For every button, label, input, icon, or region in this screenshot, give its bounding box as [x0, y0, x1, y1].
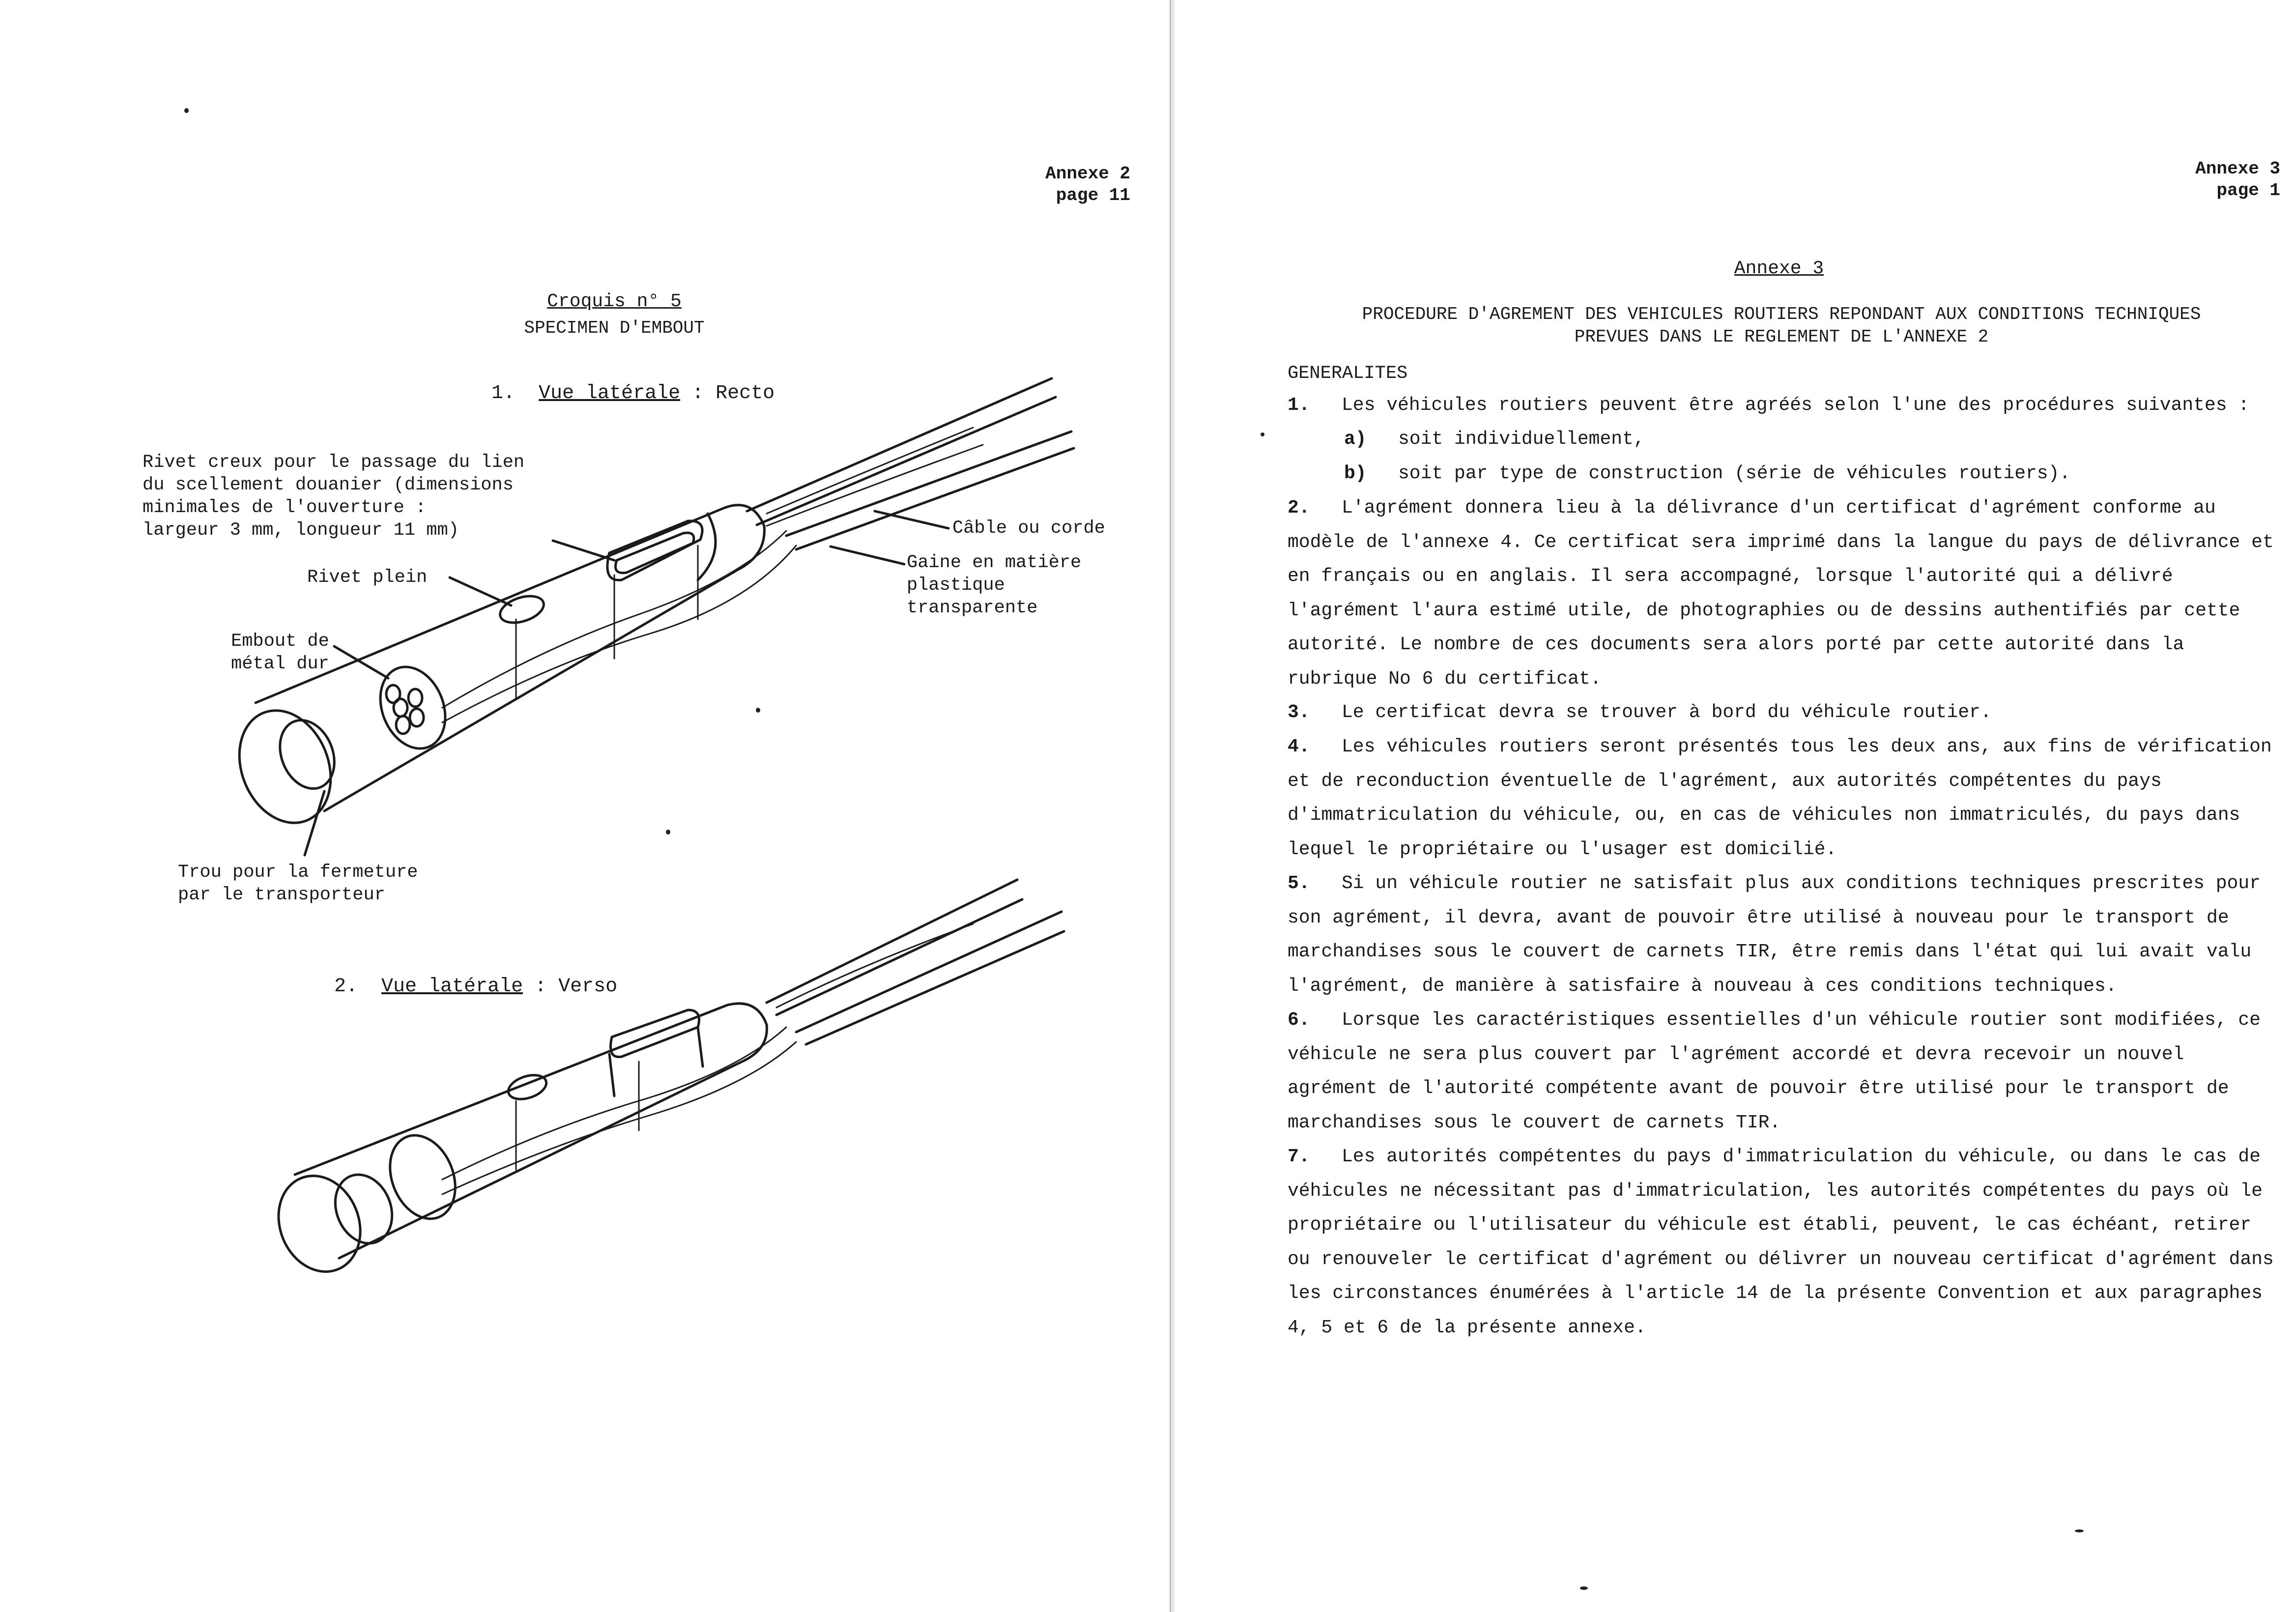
- procedure-line1: PROCEDURE D'AGREMENT DES VEHICULES ROUTIERS REPONDANT AUX CONDITIONS TECHNIQUES: [1362, 304, 2201, 324]
- subitem-letter: b): [1344, 463, 1367, 484]
- scan-speck: [2075, 1529, 2084, 1532]
- callout-line: métal dur: [231, 654, 329, 674]
- item-3: [1288, 695, 2275, 730]
- item-text: Si un véhicule routier ne satisfait plus aux conditions techniques prescrites pour son agrément, il devra, avant de pouvoir être utilisé à nouveau pour le transport de marchandises sous le couvert de carnets TIR, être remis dans l'état qui lui avait valu l'agrément, de manière à satisfaire à nouveau à ces conditions techniques.: [1288, 873, 2261, 997]
- view2-label: Vue latérale: [381, 976, 523, 998]
- subitem-a: [1344, 422, 1645, 456]
- callout-line: largeur 3 mm, longueur 11 mm): [143, 520, 459, 541]
- scan-speck: [756, 708, 760, 713]
- drawing-verso: [0, 0, 1170, 1327]
- callout-line: Gaine en matière: [907, 552, 1082, 573]
- view1-number: 1.: [491, 382, 516, 404]
- item-text: Les véhicules routiers seront présentés tous les deux ans, aux fins de vérification et de reconduction éventuelle de l'agrément, aux autorités compétentes du pays d'immatriculation du véhicule, ou, en cas de véhicules non immatriculés, du pays dans lequel le propriétaire ou l'usager est domicilié.: [1288, 736, 2272, 860]
- sketch-subtitle: SPECIMEN D'EMBOUT: [524, 318, 705, 338]
- sketch-title: Croquis n° 5: [547, 291, 682, 312]
- scan-speck: [1261, 432, 1264, 436]
- callout-line: du scellement douanier (dimensions: [143, 475, 514, 495]
- subitem-b: [1344, 457, 2070, 490]
- scan-speck: [184, 108, 189, 113]
- item-text: Les autorités compétentes du pays d'immatriculation du véhicule, ou dans le cas de véhicules ne nécessitant pas d'immatriculation, les autorités compétentes du pays où le propriétaire ou l'utilisateur du véhicule est établi, peuvent, le cas échéant, retirer ou renouveler le certificat d'agrément ou délivrer un nouveau certificat d'agrément dans les circonstances énumérées à l'article 14 de la présente Convention et aux paragraphes 4, 5 et 6 de la présente annexe.: [1288, 1146, 2274, 1338]
- item-text: Les véhicules routiers peuvent être agréés selon l'une des procédures suivantes :: [1342, 395, 2250, 416]
- item-number: 7.: [1288, 1146, 1310, 1167]
- callout-cable: Câble ou corde: [952, 518, 1105, 539]
- item-number: 3.: [1288, 702, 1310, 723]
- view2-suffix: : Verso: [535, 976, 618, 998]
- scan-speck: [1580, 1586, 1588, 1590]
- section-heading: GENERALITES: [1288, 363, 1408, 384]
- annex-title: Annexe 3: [1734, 258, 1824, 279]
- item-2: [1288, 491, 2275, 696]
- callout-line: par le transporteur: [178, 885, 385, 905]
- item-7: [1288, 1140, 2275, 1345]
- callout-line: Embout de: [231, 631, 329, 652]
- item-number: 5.: [1288, 873, 1310, 894]
- view1-label: Vue latérale: [539, 382, 681, 404]
- subitem-text: soit par type de construction (série de véhicules routiers).: [1398, 463, 2071, 484]
- procedure-line2: PREVUES DANS LE REGLEMENT DE L'ANNEXE 2: [1574, 327, 1989, 347]
- item-number: 1.: [1288, 395, 1310, 416]
- page-number: page 1: [2216, 180, 2280, 201]
- subitem-letter: a): [1344, 429, 1367, 450]
- callout-line: Rivet creux pour le passage du lien: [143, 452, 525, 473]
- callout-line: transparente: [907, 598, 1038, 618]
- item-5: [1288, 866, 2275, 1003]
- item-text: L'agrément donnera lieu à la délivrance d'un certificat d'agrément conforme au modèle de l'annexe 4. Ce certificat sera imprimé dans la langue du pays de délivrance et en français ou en anglais. Il sera accompagné, lorsque l'autorité qui a délivré l'agrément l'aura estimé utile, de photographies ou de dessins authentifiés par cette autorité. Le nombre de ces documents sera alors porté par cette autorité dans la rubrique No 6 du certificat.: [1288, 497, 2274, 690]
- item-number: 6.: [1288, 1009, 1310, 1031]
- callout-line: Trou pour la fermeture: [178, 862, 418, 883]
- item-1: [1288, 388, 2275, 423]
- annex-label: Annexe 2: [1045, 164, 1130, 184]
- item-text: Lorsque les caractéristiques essentielles d'un véhicule routier sont modifiées, ce véhicule ne sera plus couvert par l'agrément accordé et devra recevoir un nouvel agrément de l'autorité compétente avant de pouvoir être utilisé pour le transport de marchandises sous le couvert de carnets TIR.: [1288, 1009, 2261, 1133]
- item-number: 2.: [1288, 497, 1310, 518]
- callout-rivet-plein: Rivet plein: [307, 567, 428, 588]
- view1-suffix: : Recto: [692, 382, 775, 404]
- callout-line: plastique: [907, 575, 1005, 596]
- procedure-heading: [1288, 303, 2275, 348]
- callout-line: minimales de l'ouverture :: [143, 497, 427, 518]
- subitem-text: soit individuellement,: [1398, 429, 1645, 450]
- item-text: Le certificat devra se trouver à bord du véhicule routier.: [1342, 702, 1992, 723]
- page-number: page 11: [1056, 185, 1130, 205]
- item-number: 4.: [1288, 736, 1310, 757]
- view2-number: 2.: [334, 976, 358, 998]
- annex-label: Annexe 3: [2195, 159, 2280, 179]
- item-4: [1288, 730, 2275, 866]
- scan-speck: [666, 830, 670, 835]
- right-page-header: [2108, 158, 2280, 202]
- item-6: [1288, 1003, 2275, 1140]
